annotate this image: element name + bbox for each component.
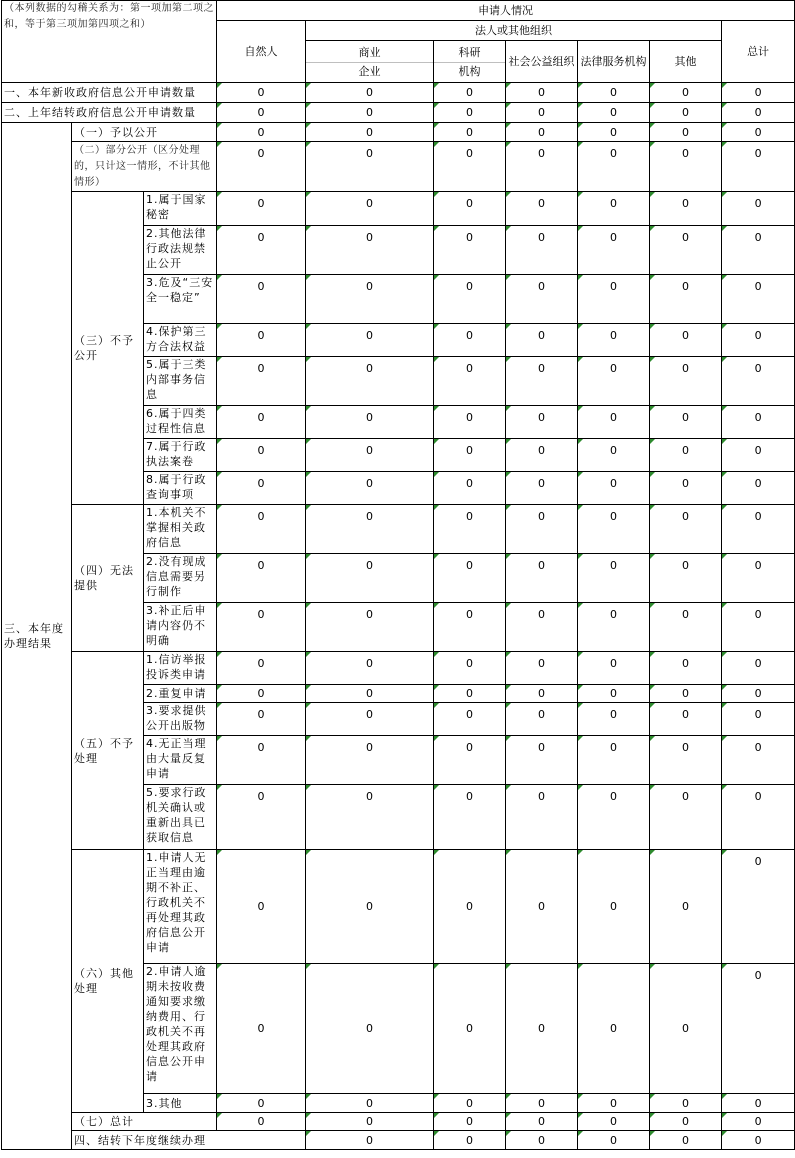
value-cell-g3-4-5: 0 xyxy=(650,324,722,357)
value-cell-g5-4-1: 0 xyxy=(306,736,434,785)
value-cell-r2-1: 0 xyxy=(306,103,434,123)
table-row xyxy=(2,850,795,964)
value-cell-g3-7-0: 0 xyxy=(217,439,306,472)
value-cell-g4-1-2: 0 xyxy=(434,505,506,554)
value-cell-g3-4-3: 0 xyxy=(506,324,578,357)
row-label-r1: 一、本年新收政府信息公开申请数量 xyxy=(2,83,217,103)
row-label-g6-2: 2.申请人逾期未按收费通知要求缴纳费用、行政机关不再处理其政府信息公开申请 xyxy=(144,964,217,1094)
value-cell-g4-1-4: 0 xyxy=(578,505,650,554)
value-cell-g3-8-0: 0 xyxy=(217,472,306,505)
value-cell-r4-2: 0 xyxy=(506,1131,578,1150)
value-cell-g5-3-5: 0 xyxy=(650,703,722,736)
value-cell-g3-4-1: 0 xyxy=(306,324,434,357)
value-cell-g5-4-3: 0 xyxy=(506,736,578,785)
value-cell-g3-2-3: 0 xyxy=(506,226,578,275)
value-cell-g3-8-1: 0 xyxy=(306,472,434,505)
value-cell-g3-6-3: 0 xyxy=(506,406,578,439)
row-label-g3-2: 2.其他法律行政法规禁止公开 xyxy=(144,226,217,275)
value-cell-g4-2-4: 0 xyxy=(578,554,650,603)
commercial-bottom: 企业 xyxy=(358,65,381,78)
value-cell-g6-3-6: 0 xyxy=(722,1094,795,1113)
value-cell-g4-3-6: 0 xyxy=(722,603,795,652)
value-cell-g3-6-6: 0 xyxy=(722,406,795,439)
value-cell-g3-3-3: 0 xyxy=(506,275,578,324)
value-cell-g4-2-0: 0 xyxy=(217,554,306,603)
value-cell-g1-6: 0 xyxy=(722,123,795,142)
value-cell-g5-3-1: 0 xyxy=(306,703,434,736)
value-cell-g6-1-3: 0 xyxy=(506,850,578,964)
commercial-header xyxy=(306,41,434,83)
value-cell-g5-4-0: 0 xyxy=(217,736,306,785)
value-cell-g5-5-0: 0 xyxy=(217,785,306,850)
value-cell-g3-1-1: 0 xyxy=(306,192,434,226)
value-cell-g5-1-4: 0 xyxy=(578,652,650,685)
value-cell-g3-3-1: 0 xyxy=(306,275,434,324)
table-row xyxy=(2,192,795,226)
value-cell-g3-1-2: 0 xyxy=(434,192,506,226)
value-cell-g6-2-1: 0 xyxy=(306,964,434,1094)
value-cell-g3-3-0: 0 xyxy=(217,275,306,324)
row-label-r4: 四、结转下年度继续办理 xyxy=(72,1131,306,1150)
value-cell-g3-2-1: 0 xyxy=(306,226,434,275)
value-cell-g6-2-6: 0 xyxy=(722,964,795,1094)
note-text: （本列数据的勾稽关系为：第一项加第二项之和，等于第三项加第四项之和） xyxy=(4,3,214,30)
row-label-g5-1: 1.信访举报投诉类申请 xyxy=(144,652,217,685)
value-cell-g4-3-1: 0 xyxy=(306,603,434,652)
value-cell-g6-1-2: 0 xyxy=(434,850,506,964)
value-cell-g6-1-6: 0 xyxy=(722,850,795,964)
value-cell-g2-6: 0 xyxy=(722,142,795,192)
value-cell-r4-4: 0 xyxy=(650,1131,722,1150)
value-cell-g6-1-1: 0 xyxy=(306,850,434,964)
value-cell-g1-0: 0 xyxy=(217,123,306,142)
value-cell-g3-2-0: 0 xyxy=(217,226,306,275)
value-cell-g3-7-4: 0 xyxy=(578,439,650,472)
value-cell-g6-1-0: 0 xyxy=(217,850,306,964)
value-cell-g4-3-2: 0 xyxy=(434,603,506,652)
value-cell-g5-2-4: 0 xyxy=(578,685,650,703)
value-cell-g7-2: 0 xyxy=(434,1113,506,1131)
value-cell-g3-2-2: 0 xyxy=(434,226,506,275)
value-cell-g5-5-4: 0 xyxy=(578,785,650,850)
row-label-g3-6: 6.属于四类过程性信息 xyxy=(144,406,217,439)
value-cell-g3-3-4: 0 xyxy=(578,275,650,324)
row-label-g4-1: 1.本机关不掌握相关政府信息 xyxy=(144,505,217,554)
legal-group-header: 法人或其他组织 xyxy=(306,21,722,41)
row-label-g3-5: 5.属于三类内部事务信息 xyxy=(144,357,217,406)
total-header: 总计 xyxy=(722,21,795,83)
value-cell-g3-5-2: 0 xyxy=(434,357,506,406)
value-cell-g4-2-2: 0 xyxy=(434,554,506,603)
row-label-r2: 二、上年结转政府信息公开申请数量 xyxy=(2,103,217,123)
value-cell-g4-1-5: 0 xyxy=(650,505,722,554)
value-cell-g5-3-3: 0 xyxy=(506,703,578,736)
value-cell-r1-2: 0 xyxy=(434,83,506,103)
value-cell-g4-3-3: 0 xyxy=(506,603,578,652)
value-cell-g3-1-6: 0 xyxy=(722,192,795,226)
value-cell-g4-1-0: 0 xyxy=(217,505,306,554)
value-cell-g4-2-1: 0 xyxy=(306,554,434,603)
table-row xyxy=(2,1113,795,1131)
value-cell-g5-2-6: 0 xyxy=(722,685,795,703)
row-label-g2: （二）部分公开（区分处理的，只计这一情形，不计其他情形） xyxy=(72,142,217,192)
value-cell-g4-1-1: 0 xyxy=(306,505,434,554)
value-cell-g3-1-5: 0 xyxy=(650,192,722,226)
value-cell-g5-5-1: 0 xyxy=(306,785,434,850)
value-cell-r1-6: 0 xyxy=(722,83,795,103)
value-cell-g2-1: 0 xyxy=(306,142,434,192)
value-cell-g6-2-2: 0 xyxy=(434,964,506,1094)
row-label-g3-7: 7.属于行政执法案卷 xyxy=(144,439,217,472)
value-cell-g5-4-2: 0 xyxy=(434,736,506,785)
value-cell-g4-2-3: 0 xyxy=(506,554,578,603)
value-cell-g6-2-0: 0 xyxy=(217,964,306,1094)
research-bottom: 机构 xyxy=(458,65,481,78)
value-cell-g6-3-0: 0 xyxy=(217,1094,306,1113)
value-cell-g5-1-5: 0 xyxy=(650,652,722,685)
value-cell-g3-8-5: 0 xyxy=(650,472,722,505)
value-cell-g3-1-3: 0 xyxy=(506,192,578,226)
value-cell-g3-1-0: 0 xyxy=(217,192,306,226)
value-cell-g3-6-0: 0 xyxy=(217,406,306,439)
value-cell-g2-2: 0 xyxy=(434,142,506,192)
value-cell-g6-2-4: 0 xyxy=(578,964,650,1094)
value-cell-r4-1: 0 xyxy=(434,1131,506,1150)
value-cell-g5-5-2: 0 xyxy=(434,785,506,850)
row-label-g5: （五）不予处理 xyxy=(72,652,144,850)
value-cell-r4-3: 0 xyxy=(578,1131,650,1150)
value-cell-g6-3-2: 0 xyxy=(434,1094,506,1113)
value-cell-g7-5: 0 xyxy=(650,1113,722,1131)
value-cell-g2-3: 0 xyxy=(506,142,578,192)
value-cell-g5-2-0: 0 xyxy=(217,685,306,703)
value-cell-g3-2-4: 0 xyxy=(578,226,650,275)
value-cell-g6-3-3: 0 xyxy=(506,1094,578,1113)
value-cell-g7-1: 0 xyxy=(306,1113,434,1131)
value-cell-g2-4: 0 xyxy=(578,142,650,192)
value-cell-g5-1-3: 0 xyxy=(506,652,578,685)
value-cell-g4-2-5: 0 xyxy=(650,554,722,603)
value-cell-g5-3-0: 0 xyxy=(217,703,306,736)
value-cell-g4-2-6: 0 xyxy=(722,554,795,603)
value-cell-g5-3-2: 0 xyxy=(434,703,506,736)
value-cell-g6-1-4: 0 xyxy=(578,850,650,964)
value-cell-g6-1-5: 0 xyxy=(650,850,722,964)
value-cell-g3-5-4: 0 xyxy=(578,357,650,406)
value-cell-g5-3-6: 0 xyxy=(722,703,795,736)
value-cell-g1-1: 0 xyxy=(306,123,434,142)
value-cell-g5-4-5: 0 xyxy=(650,736,722,785)
table-row xyxy=(2,505,795,554)
value-cell-g3-8-4: 0 xyxy=(578,472,650,505)
value-cell-g3-8-3: 0 xyxy=(506,472,578,505)
value-cell-g5-2-1: 0 xyxy=(306,685,434,703)
value-cell-g3-5-0: 0 xyxy=(217,357,306,406)
row-label-g7: （七）总计 xyxy=(72,1113,217,1131)
value-cell-g1-2: 0 xyxy=(434,123,506,142)
value-cell-g5-4-4: 0 xyxy=(578,736,650,785)
value-cell-r2-4: 0 xyxy=(578,103,650,123)
commercial-top: 商业 xyxy=(306,42,433,63)
value-cell-r1-4: 0 xyxy=(578,83,650,103)
value-cell-g3-7-5: 0 xyxy=(650,439,722,472)
value-cell-g1-5: 0 xyxy=(650,123,722,142)
value-cell-g5-1-6: 0 xyxy=(722,652,795,685)
applicant-header: 申请人情况 xyxy=(217,1,795,21)
value-cell-g4-3-4: 0 xyxy=(578,603,650,652)
value-cell-g3-6-5: 0 xyxy=(650,406,722,439)
row-label-g3-1: 1.属于国家秘密 xyxy=(144,192,217,226)
value-cell-g4-1-3: 0 xyxy=(506,505,578,554)
value-cell-g3-8-2: 0 xyxy=(434,472,506,505)
value-cell-g2-5: 0 xyxy=(650,142,722,192)
value-cell-g3-6-2: 0 xyxy=(434,406,506,439)
value-cell-r4-5: 0 xyxy=(722,1131,795,1150)
value-cell-g3-3-2: 0 xyxy=(434,275,506,324)
value-cell-g7-3: 0 xyxy=(506,1113,578,1131)
value-cell-r2-0: 0 xyxy=(217,103,306,123)
value-cell-g3-8-6: 0 xyxy=(722,472,795,505)
value-cell-g5-1-0: 0 xyxy=(217,652,306,685)
value-cell-r2-6: 0 xyxy=(722,103,795,123)
value-cell-r1-0: 0 xyxy=(217,83,306,103)
table-row xyxy=(2,83,795,103)
value-cell-g3-5-1: 0 xyxy=(306,357,434,406)
row-label-g6-1: 1.申请人无正当理由逾期不补正、行政机关不再处理其政府信息公开申请 xyxy=(144,850,217,964)
value-cell-g3-4-0: 0 xyxy=(217,324,306,357)
value-cell-g3-3-5: 0 xyxy=(650,275,722,324)
row-label-g6: （六）其他处理 xyxy=(72,850,144,1113)
value-cell-g5-1-1: 0 xyxy=(306,652,434,685)
natural-person-header: 自然人 xyxy=(217,21,306,83)
legal-service-header: 法律服务机构 xyxy=(578,41,650,83)
row-label-g3: （三）不予公开 xyxy=(72,192,144,505)
value-cell-g1-4: 0 xyxy=(578,123,650,142)
value-cell-r2-3: 0 xyxy=(506,103,578,123)
value-cell-g6-2-3: 0 xyxy=(506,964,578,1094)
row-label-g3-8: 8.属于行政查询事项 xyxy=(144,472,217,505)
value-cell-g7-4: 0 xyxy=(578,1113,650,1131)
row-label-g5-4: 4.无正当理由大量反复申请 xyxy=(144,736,217,785)
value-cell-r4-0: 0 xyxy=(306,1131,434,1150)
value-cell-g3-4-2: 0 xyxy=(434,324,506,357)
value-cell-g1-3: 0 xyxy=(506,123,578,142)
table-row xyxy=(2,123,795,142)
value-cell-g3-7-3: 0 xyxy=(506,439,578,472)
row-label-r3: 三、本年度办理结果 xyxy=(2,123,72,1150)
other-header: 其他 xyxy=(650,41,722,83)
value-cell-g3-5-3: 0 xyxy=(506,357,578,406)
row-label-g4-3: 3.补正后申请内容仍不明确 xyxy=(144,603,217,652)
value-cell-g4-1-6: 0 xyxy=(722,505,795,554)
value-cell-g3-7-1: 0 xyxy=(306,439,434,472)
value-cell-g7-0: 0 xyxy=(217,1113,306,1131)
value-cell-g5-2-2: 0 xyxy=(434,685,506,703)
row-label-g5-2: 2.重复申请 xyxy=(144,685,217,703)
value-cell-g3-5-5: 0 xyxy=(650,357,722,406)
value-cell-g6-2-5: 0 xyxy=(650,964,722,1094)
research-header xyxy=(434,41,506,83)
value-cell-r1-3: 0 xyxy=(506,83,578,103)
value-cell-r2-2: 0 xyxy=(434,103,506,123)
value-cell-g4-3-5: 0 xyxy=(650,603,722,652)
table-row xyxy=(2,1131,795,1150)
row-label-g4-2: 2.没有现成信息需要另行制作 xyxy=(144,554,217,603)
value-cell-r1-5: 0 xyxy=(650,83,722,103)
value-cell-g6-3-5: 0 xyxy=(650,1094,722,1113)
value-cell-g6-3-1: 0 xyxy=(306,1094,434,1113)
row-label-g3-4: 4.保护第三方合法权益 xyxy=(144,324,217,357)
value-cell-g3-7-6: 0 xyxy=(722,439,795,472)
value-cell-g5-3-4: 0 xyxy=(578,703,650,736)
value-cell-g3-4-6: 0 xyxy=(722,324,795,357)
value-cell-g3-1-4: 0 xyxy=(578,192,650,226)
table-row xyxy=(2,652,795,685)
row-label-g3-3: 3.危及“三安全一稳定” xyxy=(144,275,217,324)
row-label-g5-5: 5.要求行政机关确认或重新出具已获取信息 xyxy=(144,785,217,850)
value-cell-g3-2-6: 0 xyxy=(722,226,795,275)
value-cell-g3-2-5: 0 xyxy=(650,226,722,275)
note-cell xyxy=(2,1,217,83)
value-cell-g5-5-3: 0 xyxy=(506,785,578,850)
value-cell-g6-3-4: 0 xyxy=(578,1094,650,1113)
research-top: 科研 xyxy=(434,42,505,63)
value-cell-g2-0: 0 xyxy=(217,142,306,192)
gov-info-disclosure-table xyxy=(1,0,795,1150)
value-cell-g3-5-6: 0 xyxy=(722,357,795,406)
value-cell-g3-3-6: 0 xyxy=(722,275,795,324)
row-label-g1: （一）予以公开 xyxy=(72,123,217,142)
value-cell-r1-1: 0 xyxy=(306,83,434,103)
value-cell-g5-2-5: 0 xyxy=(650,685,722,703)
value-cell-g5-2-3: 0 xyxy=(506,685,578,703)
row-label-g6-3: 3.其他 xyxy=(144,1094,217,1113)
row-label-g5-3: 3.要求提供公开出版物 xyxy=(144,703,217,736)
value-cell-g3-6-1: 0 xyxy=(306,406,434,439)
table-row xyxy=(2,103,795,123)
value-cell-g4-3-0: 0 xyxy=(217,603,306,652)
value-cell-g5-4-6: 0 xyxy=(722,736,795,785)
value-cell-g7-6: 0 xyxy=(722,1113,795,1131)
table-row xyxy=(2,142,795,192)
value-cell-g3-4-4: 0 xyxy=(578,324,650,357)
value-cell-g3-7-2: 0 xyxy=(434,439,506,472)
value-cell-r2-5: 0 xyxy=(650,103,722,123)
row-label-g4: （四）无法提供 xyxy=(72,505,144,652)
value-cell-g5-1-2: 0 xyxy=(434,652,506,685)
social-org-header: 社会公益组织 xyxy=(506,41,578,83)
value-cell-g5-5-5: 0 xyxy=(650,785,722,850)
value-cell-g5-5-6: 0 xyxy=(722,785,795,850)
value-cell-g3-6-4: 0 xyxy=(578,406,650,439)
